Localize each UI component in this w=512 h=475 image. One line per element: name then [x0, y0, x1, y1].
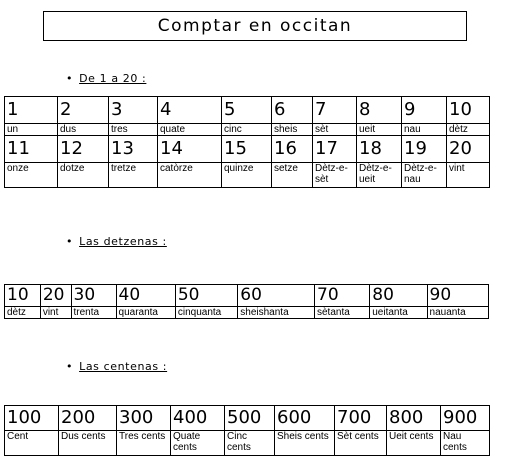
number-cell: 70 — [315, 285, 370, 307]
word-cell: dus — [58, 124, 109, 136]
word-cell: trenta — [71, 307, 116, 319]
word-cell: vint — [40, 307, 71, 319]
section-heading-units — [66, 72, 146, 85]
number-cell: 80 — [370, 285, 427, 307]
number-cell: 100 — [5, 406, 59, 431]
tens-word-row — [5, 307, 489, 319]
number-cell: 20 — [40, 285, 71, 307]
word-cell: cinquanta — [175, 307, 237, 319]
word-cell: ueitanta — [370, 307, 427, 319]
word-cell: dètz — [5, 307, 41, 319]
units-word-row-1 — [5, 124, 490, 136]
word-cell: nauanta — [427, 307, 488, 319]
number-cell: 10 — [5, 285, 41, 307]
units-word-row-2 — [5, 163, 490, 188]
word-cell: Sheis cents — [275, 431, 335, 456]
word-cell: dotze — [58, 163, 109, 188]
section-heading-tens — [66, 235, 167, 248]
word-cell: Quate cents — [171, 431, 225, 456]
word-cell: Dètz-e-nau — [402, 163, 447, 188]
word-cell: nau — [402, 124, 447, 136]
word-cell: Ueit cents — [387, 431, 441, 456]
number-cell: 60 — [238, 285, 315, 307]
bullet-icon: • — [66, 72, 74, 85]
number-cell: 17 — [313, 136, 357, 163]
number-cell: 50 — [175, 285, 237, 307]
word-cell: Dètz-e- sèt — [313, 163, 357, 188]
number-cell: 15 — [222, 136, 272, 163]
word-cell: onze — [5, 163, 58, 188]
word-cell: tres — [109, 124, 158, 136]
word-cell: Dus cents — [59, 431, 117, 456]
word-cell: quate — [158, 124, 222, 136]
word-cell: sheishanta — [238, 307, 315, 319]
tens-number-row — [5, 285, 489, 307]
units-number-row-1 — [5, 97, 490, 124]
word-cell: ueit — [357, 124, 402, 136]
number-cell: 700 — [335, 406, 387, 431]
number-cell: 11 — [5, 136, 58, 163]
number-cell: 500 — [225, 406, 275, 431]
word-cell: Cinc cents — [225, 431, 275, 456]
number-cell: 300 — [117, 406, 171, 431]
number-cell: 19 — [402, 136, 447, 163]
page-title: Comptar en occitan — [43, 11, 467, 41]
bullet-icon: • — [66, 235, 74, 248]
number-cell: 200 — [59, 406, 117, 431]
tens-table — [4, 284, 489, 319]
number-cell: 800 — [387, 406, 441, 431]
bullet-icon: • — [66, 360, 74, 373]
word-cell: quinze — [222, 163, 272, 188]
number-cell: 8 — [357, 97, 402, 124]
units-table — [4, 96, 490, 188]
word-cell: sheis — [272, 124, 313, 136]
word-cell: quaranta — [116, 307, 175, 319]
units-number-row-2 — [5, 136, 490, 163]
number-cell: 2 — [58, 97, 109, 124]
number-cell: 600 — [275, 406, 335, 431]
number-cell: 14 — [158, 136, 222, 163]
number-cell: 13 — [109, 136, 158, 163]
heading-text: De 1 a 20 : — [79, 72, 147, 85]
number-cell: 16 — [272, 136, 313, 163]
number-cell: 30 — [71, 285, 116, 307]
number-cell: 900 — [441, 406, 490, 431]
number-cell: 12 — [58, 136, 109, 163]
section-heading-hundreds — [66, 360, 167, 373]
word-cell: Tres cents — [117, 431, 171, 456]
word-cell: setze — [272, 163, 313, 188]
word-cell: Sèt cents — [335, 431, 387, 456]
hundreds-number-row — [5, 406, 490, 431]
number-cell: 3 — [109, 97, 158, 124]
word-cell: sèt — [313, 124, 357, 136]
word-cell: tretze — [109, 163, 158, 188]
word-cell: un — [5, 124, 58, 136]
number-cell: 7 — [313, 97, 357, 124]
number-cell: 6 — [272, 97, 313, 124]
number-cell: 20 — [447, 136, 490, 163]
number-cell: 90 — [427, 285, 488, 307]
word-cell: cinc — [222, 124, 272, 136]
heading-text: Las centenas : — [79, 360, 168, 373]
word-cell: Dètz-e-ueit — [357, 163, 402, 188]
word-cell: catòrze — [158, 163, 222, 188]
heading-text: Las detzenas : — [79, 235, 167, 248]
number-cell: 40 — [116, 285, 175, 307]
hundreds-table — [4, 405, 490, 456]
number-cell: 5 — [222, 97, 272, 124]
word-cell: vint — [447, 163, 490, 188]
word-cell: dètz — [447, 124, 490, 136]
number-cell: 4 — [158, 97, 222, 124]
word-cell: sètanta — [315, 307, 370, 319]
number-cell: 10 — [447, 97, 490, 124]
word-cell: Nau cents — [441, 431, 490, 456]
number-cell: 400 — [171, 406, 225, 431]
number-cell: 9 — [402, 97, 447, 124]
number-cell: 1 — [5, 97, 58, 124]
hundreds-word-row — [5, 431, 490, 456]
number-cell: 18 — [357, 136, 402, 163]
word-cell: Cent — [5, 431, 59, 456]
